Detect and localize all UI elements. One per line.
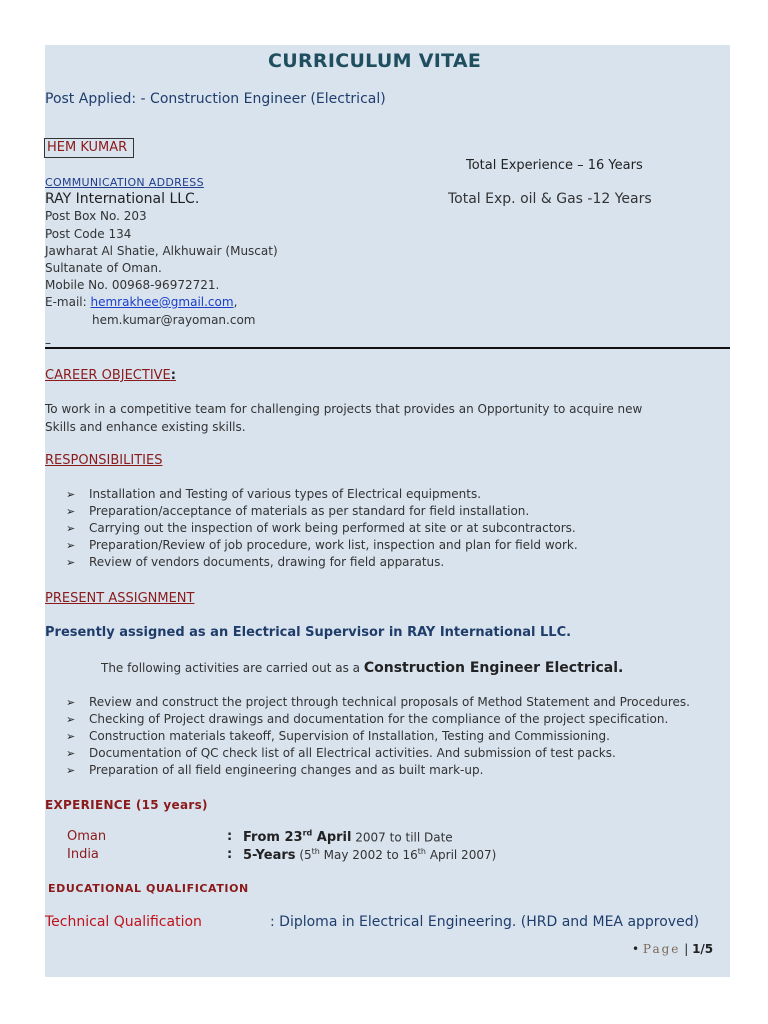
present-assignment-summary: Presently assigned as an Electrical Supervisor in RAY International LLC. xyxy=(45,625,572,640)
arrow-bullet-icon: ➢ xyxy=(66,764,76,777)
arrow-bullet-icon: ➢ xyxy=(66,556,76,569)
experience-oman-period: From 23rd April 2007 to till Date xyxy=(243,829,453,846)
list-item: ➢ Review and construct the project through technical proposals of Method Statement and Procedures. xyxy=(66,695,690,709)
email-separator: , xyxy=(233,295,238,309)
education-heading: EDUCATIONAL QUALIFICATION xyxy=(48,882,249,895)
page-number: 1/5 xyxy=(692,942,714,956)
page-label: Page xyxy=(642,942,681,956)
list-item: ➢ Installation and Testing of various types of Electrical equipments. xyxy=(66,487,482,501)
email-secondary: hem.kumar@rayoman.com xyxy=(92,313,256,327)
experience-colon: : xyxy=(227,829,233,844)
career-objective-heading: CAREER OBJECTIVE: xyxy=(45,368,176,383)
career-objective-text-line2: Skills and enhance existing skills. xyxy=(45,420,246,434)
career-objective-text-line1: To work in a competitive team for challenging projects that provides an Opportunity to acquire new xyxy=(45,402,643,416)
email-label: E-mail: xyxy=(45,295,87,309)
present-assignment-heading: PRESENT ASSIGNMENT xyxy=(45,591,195,606)
technical-qualification-label: Technical Qualification xyxy=(45,914,202,930)
mobile-number: Mobile No. 00968-96972721. xyxy=(45,278,220,292)
list-item: ➢ Construction materials takeoff, Supervision of Installation, Testing and Commissioning. xyxy=(66,729,610,743)
experience-country-oman: Oman xyxy=(67,829,107,844)
list-item: ➢ Documentation of QC check list of all Electrical activities. And submission of test packs. xyxy=(66,746,616,760)
arrow-bullet-icon: ➢ xyxy=(66,713,76,726)
address-line: Post Box No. 203 xyxy=(45,209,147,223)
list-item: ➢ Carrying out the inspection of work being performed at site or at subcontractors. xyxy=(66,521,576,535)
email-row xyxy=(45,295,237,309)
arrow-bullet-icon: ➢ xyxy=(66,539,76,552)
responsibilities-list xyxy=(66,486,578,571)
company-name: RAY International LLC. xyxy=(45,191,200,207)
dash-mark: – xyxy=(45,336,51,350)
document-title: CURRICULUM VITAE xyxy=(268,50,482,72)
experience-country-india: India xyxy=(67,847,99,862)
list-item: ➢ Checking of Project drawings and documentation for the compliance of the project specification. xyxy=(66,712,669,726)
page-footer xyxy=(632,942,713,956)
address-line: Post Code 134 xyxy=(45,227,132,241)
total-exp-oil-gas: Total Exp. oil & Gas -12 Years xyxy=(448,191,652,207)
post-applied: Post Applied: - Construction Engineer (Electrical) xyxy=(45,91,386,107)
activities-intro: The following activities are carried out as a Construction Engineer Electrical. xyxy=(101,660,624,676)
activities-list xyxy=(66,694,690,779)
address-line: Sultanate of Oman. xyxy=(45,261,162,275)
experience-india-period: 5-Years (5th May 2002 to 16th April 2007) xyxy=(243,847,497,863)
arrow-bullet-icon: ➢ xyxy=(66,522,76,535)
list-item: ➢ Preparation/Review of job procedure, work list, inspection and plan for field work. xyxy=(66,538,578,552)
address-line: Jawharat Al Shatie, Alkhuwair (Muscat) xyxy=(45,244,278,258)
arrow-bullet-icon: ➢ xyxy=(66,696,76,709)
experience-colon: : xyxy=(227,847,233,862)
list-item: ➢ Review of vendors documents, drawing for field apparatus. xyxy=(66,555,445,569)
technical-qualification-value: : Diploma in Electrical Engineering. (HRD and MEA approved) xyxy=(270,914,700,930)
page-separator: | xyxy=(680,942,693,956)
communication-address-heading: COMMUNICATION ADDRESS xyxy=(45,176,204,189)
arrow-bullet-icon: ➢ xyxy=(66,747,76,760)
experience-heading: EXPERIENCE (15 years) xyxy=(45,798,208,812)
arrow-bullet-icon: ➢ xyxy=(66,488,76,501)
arrow-bullet-icon: ➢ xyxy=(66,505,76,518)
email-link-primary[interactable]: hemrakhee@gmail.com xyxy=(90,295,234,309)
section-divider xyxy=(45,347,730,349)
arrow-bullet-icon: ➢ xyxy=(66,730,76,743)
total-experience: Total Experience – 16 Years xyxy=(466,158,643,173)
list-item: ➢ Preparation of all field engineering changes and as built mark-up. xyxy=(66,763,484,777)
candidate-name: HEM KUMAR xyxy=(44,138,134,158)
footer-bullet-icon: • xyxy=(632,942,640,956)
responsibilities-heading: RESPONSIBILITIES xyxy=(45,453,163,468)
list-item: ➢ Preparation/acceptance of materials as per standard for field installation. xyxy=(66,504,530,518)
